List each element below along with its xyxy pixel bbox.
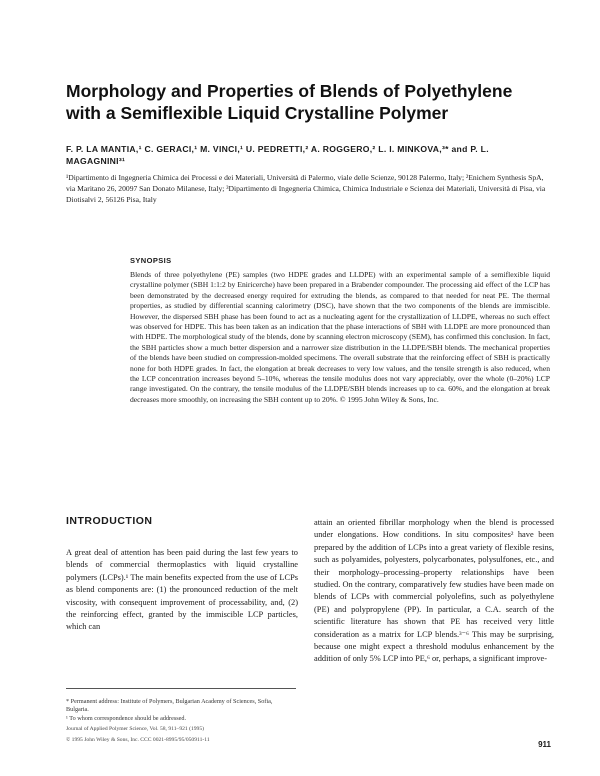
footnotes [66,688,296,744]
affiliations: ¹Dipartimento di Ingegneria Chimica dei Processi e dei Materiali, Università di Palermo, viale delle Scienze, 90128 Palermo, Italy; ²Enichem Synthesis SpA, via Maritano 26, 20097 San Donato Milanese, Italy; ³Dipartimento di Ingegneria Chimica, Chimica Industriale e Scienza dei Materiali, Università di Pisa, via Diotisalvi 2, 56126 Pisa, Italy [66,173,546,204]
introduction-paragraph-right: attain an oriented fibrillar morphology when the blend is processed under elongations. How conditions. In situ composites² have been prepared by the addition of LCPs into a great variety of flexible resins, such as polyamides, polyesters, polycarbonates, polysulfones, etc., and their morphology–processing–property relationships have been studied. On the contrary, comparatively few studies have been made on blends of LCPs with commercial polyolefins, such as polyethylene (PE) and polypropylene (PP). In particular, a C.A. search of the scientific literature has shown that PE has received very little consideration as a matrix for LCP blends.³⁻⁶ This may be surprising, because one might expect a threshold modulus enhancement by the addition of only 5% LCP into PE,⁶ or, perhaps, a significant improve- [314,518,554,664]
right-column [314,517,554,666]
footnote-permanent-address: * Permanent address: Institute of Polymers, Bulgarian Academy of Sciences, Sofia, Bulgaria. [66,698,273,713]
footnote-correspondence: ¹ To whom correspondence should be addressed. [66,714,187,722]
copyright-line: © 1995 John Wiley & Sons, Inc. CCC 0021-8995/95/050911-11 [66,737,210,744]
page-number: 911 [538,740,551,749]
author-list: F. P. LA MANTIA,¹ C. GERACI,¹ M. VINCI,¹ U. PEDRETTI,² A. ROGGERO,² L. I. MINKOVA,³* and P. L. MAGAGNINI³¹ [66,144,489,166]
paper-title: Morphology and Properties of Blends of Polyethylene with a Semiflexible Liquid Crystalline Polymer [66,81,513,123]
introduction-paragraph-left: A great deal of attention has been paid during the last few years to blends of commercial thermoplastics with liquid crystalline polymers (LCPs).¹ The main benefits expected from the use of LCPs as blend components are: (1) the pronounced reduction of the melt viscosity, with consequent improvement of processability, and, (2) the reinforcing effect, granted by the immiscible LCP particles, which can [66,548,298,632]
introduction-heading: INTRODUCTION [66,515,153,527]
left-column [66,515,298,634]
abstract-text: Blends of three polyethylene (PE) samples (two HDPE grades and LLDPE) with an experimental sample of a semiflexible liquid crystalline polymer (SBH 1:1:2 by Eniricerche) have been prepared in a Brabender compounder. The processing aid effect of the LCP has been demonstrated by the decreased energy required for extruding the blends, as compared to that needed for neat PE. The thermal properties, as studied by differential scanning calorimetry (DSC), have shown that the two components of the blends are immiscible. However, the dispersed SBH phase has been found to act as a nucleating agent for the crystallization of LLDPE, whereas no such effect was observed for HDPE. This has been taken as an indication that the phase interactions of SBH with LLDPE are more pronounced than with HDPE. The morphological study of the blends, done by scanning electron microscopy (SEM), has confirmed this conclusion. In fact, the SBH particles show a much better dispersion and a narrower size distribution in the LLDPE/SBH blends. The mechanical properties of the blends have been studied on compression-molded specimens. The overall substrate that the reinforcing effect of SBH is practically none for both HDPE grades. In fact, the elongation at break decreases to very low values, and the tensile strength is also reduced, when the LCP concentration increases beyond 5–10%, whereas the tensile modulus does not vary appreciably, over the whole (0–20%) LCP range investigated. On the contrary, the tensile modulus of the LLDPE/SBH blends increases up to ca. 60%, and the elongation at break decreases more smoothly, on increasing the SBH content up to 20%. © 1995 John Wiley & Sons, Inc. [130,270,550,404]
synopsis-heading: SYNOPSIS [130,256,172,265]
journal-citation: Journal of Applied Polymer Science, Vol. 58, 911–921 (1995) [66,726,205,733]
